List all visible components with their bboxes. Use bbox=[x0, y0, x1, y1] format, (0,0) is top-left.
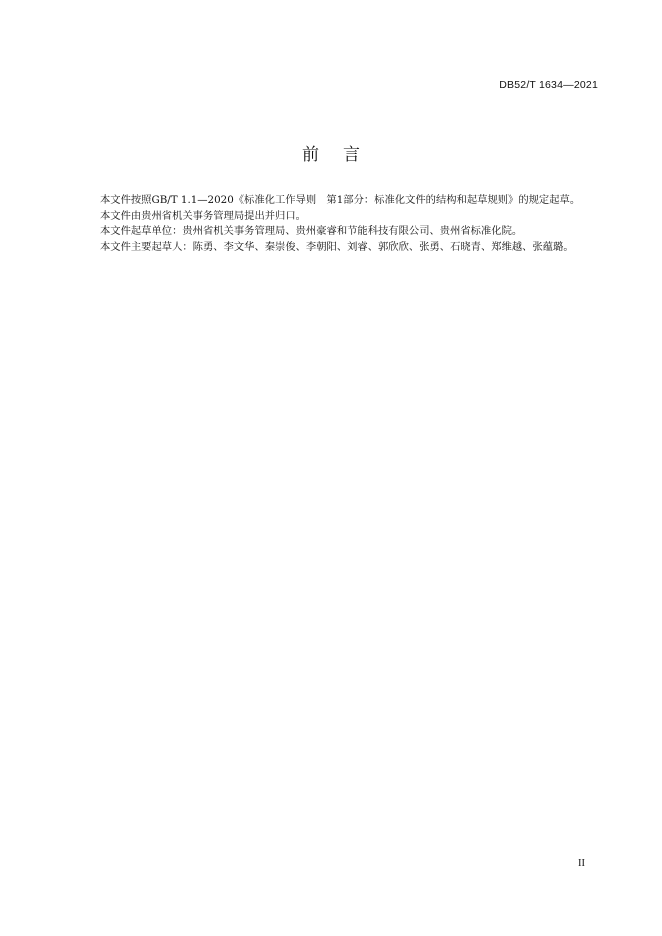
page-number: II bbox=[578, 858, 585, 869]
paragraph-drafters: 本文件主要起草人：陈勇、李文华、秦崇俊、李朝阳、刘睿、郭欣欣、张勇、石晓青、郑维越、张蕴璐。 bbox=[100, 240, 574, 253]
foreword-body bbox=[79, 193, 599, 255]
paragraph-drafting-units: 本文件起草单位：贵州省机关事务管理局、贵州豪睿和节能科技有限公司、贵州省标准化院。 bbox=[100, 225, 523, 237]
page-title: 前言 bbox=[302, 145, 384, 165]
paragraph-proposer: 本文件由贵州省机关事务管理局提出并归口。 bbox=[100, 209, 306, 222]
document-code: DB52/T 1634—2021 bbox=[499, 79, 598, 91]
paragraph-drafting-basis: 本文件按照GB/T 1.1—2020《标准化工作导则 第1部分：标准化文件的结构和起草规则》的规定起草。 bbox=[100, 194, 581, 206]
